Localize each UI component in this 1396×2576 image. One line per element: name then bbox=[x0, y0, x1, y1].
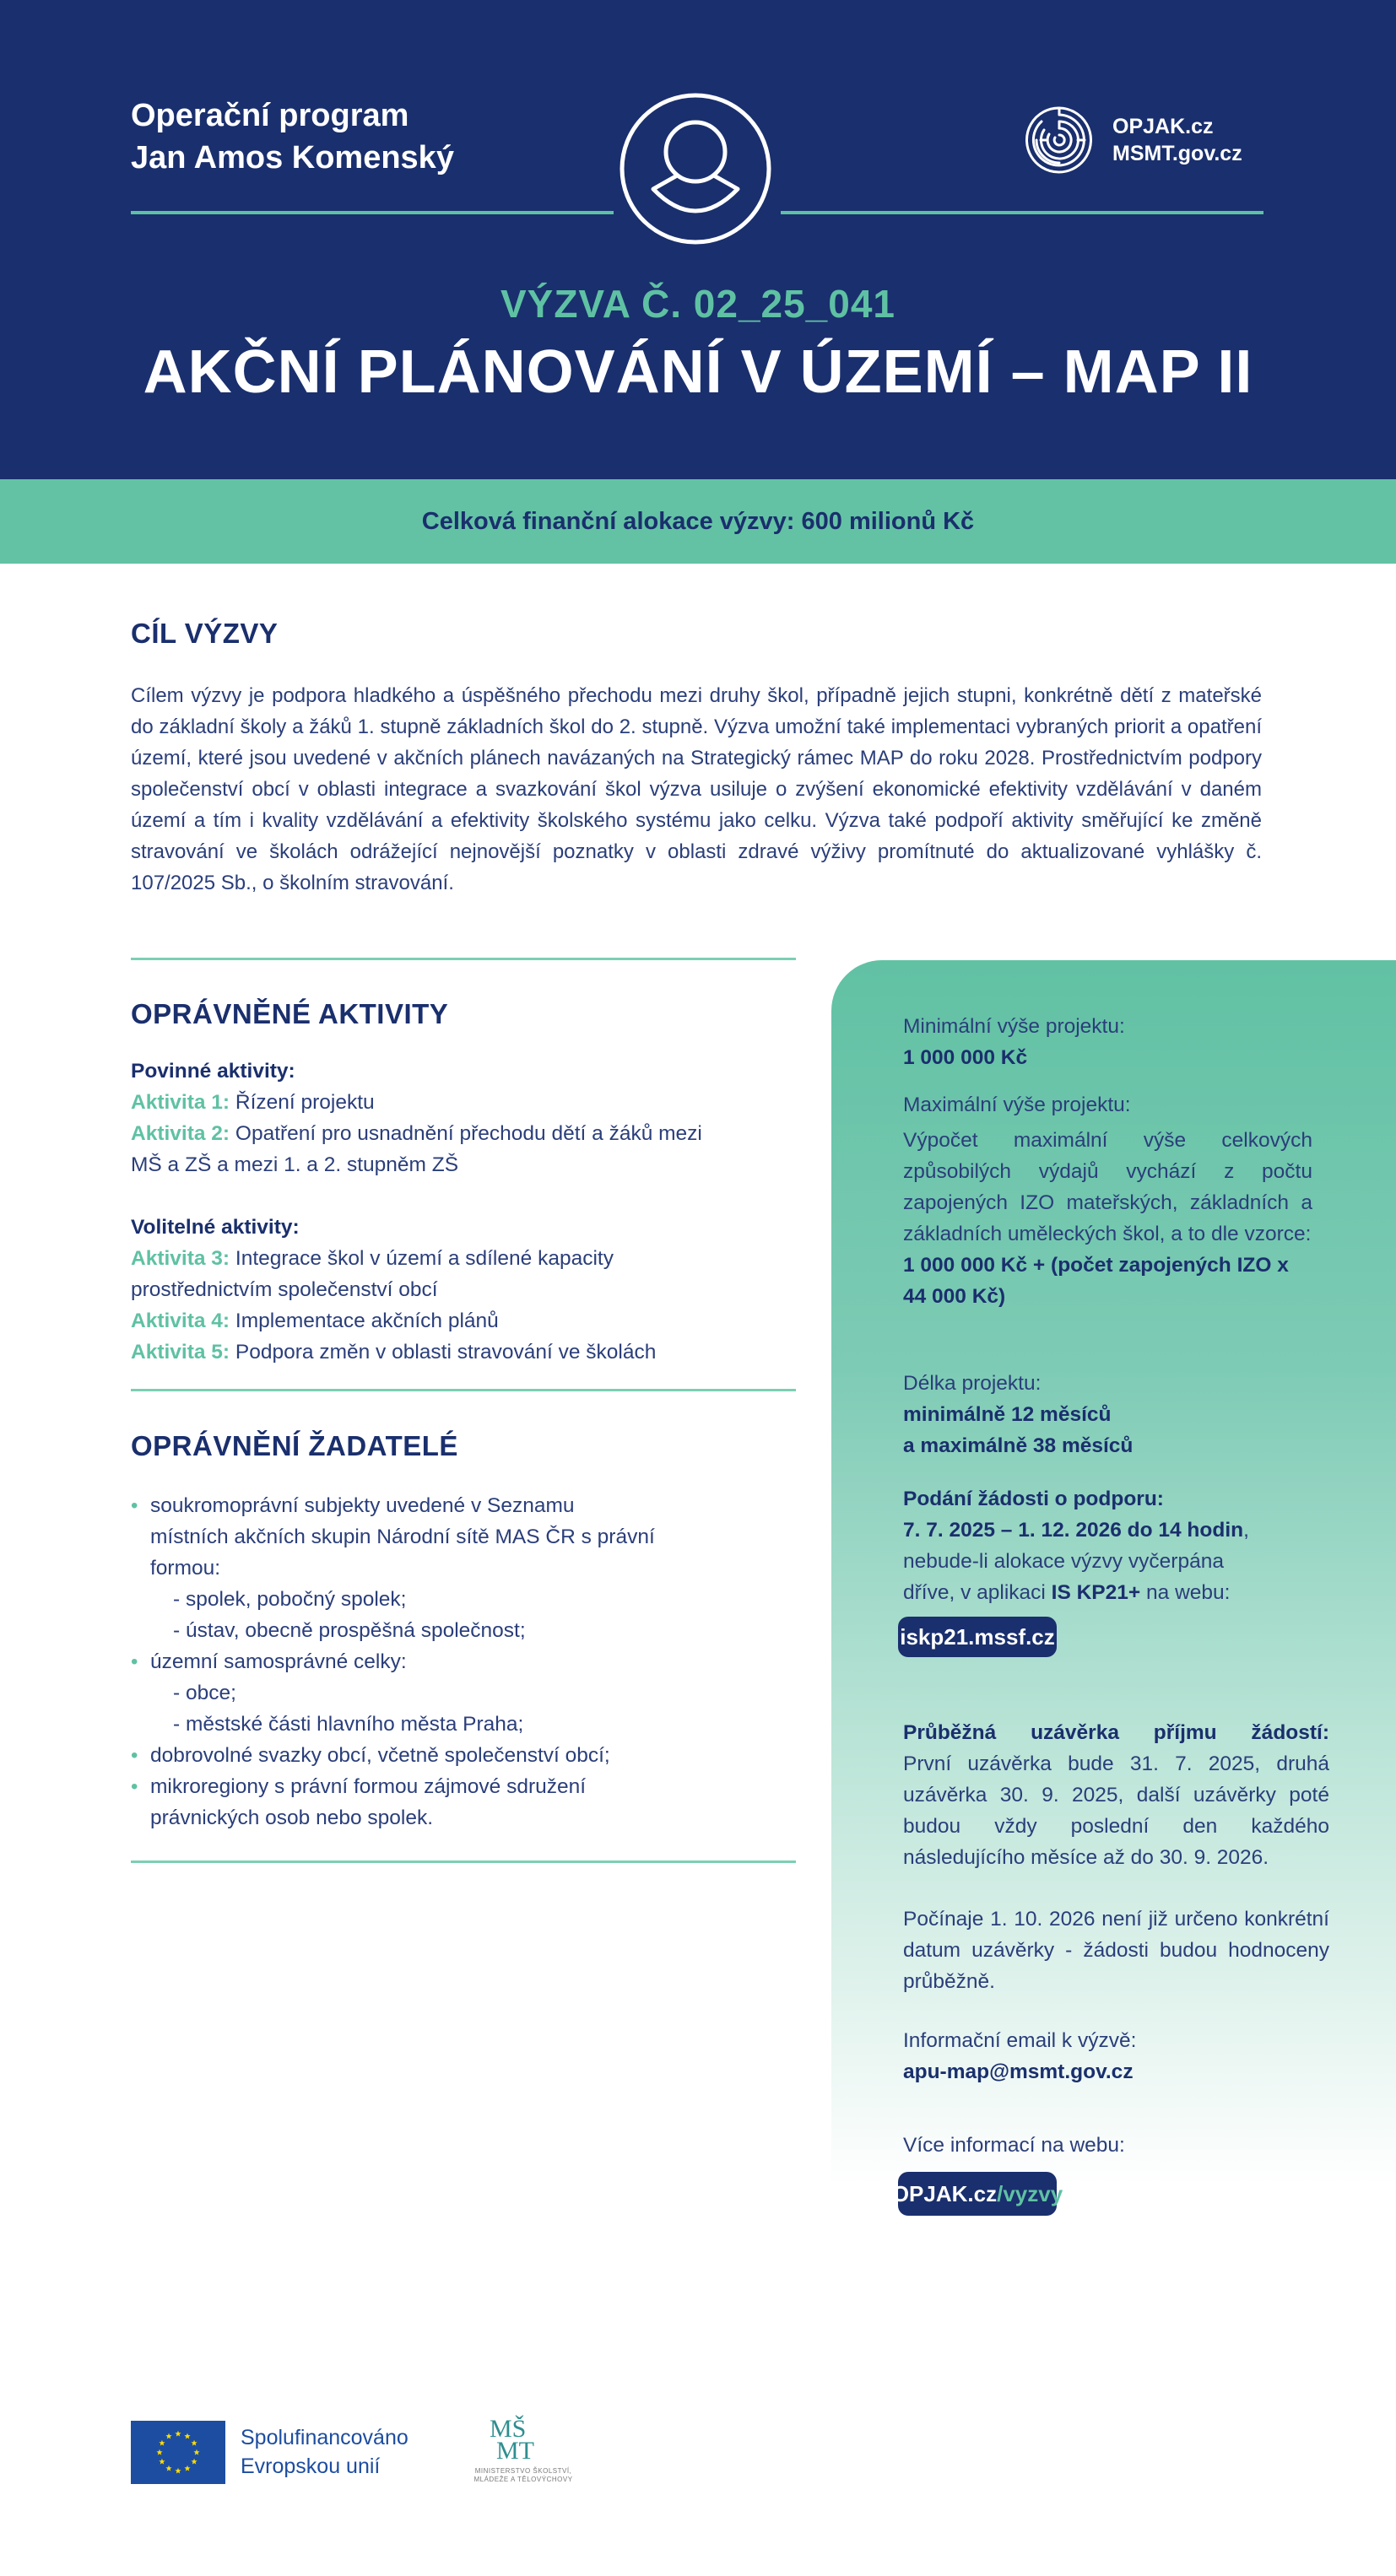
submission-heading: Podání žádosti o podporu: bbox=[903, 1488, 1164, 1510]
web-link-main: OPJAK.cz bbox=[891, 2180, 998, 2206]
eu-cofinanced-text bbox=[241, 2423, 409, 2481]
header-divider-left bbox=[131, 211, 614, 214]
web-link-path: /vyzvy bbox=[997, 2180, 1063, 2206]
deadline-block bbox=[903, 1717, 1329, 1873]
activity-text: Integrace škol v území a sdílené kapacity prostřednictvím společenství obcí bbox=[131, 1247, 614, 1301]
opjak-vyzvy-link-button[interactable] bbox=[891, 2172, 1063, 2216]
submission-app: IS KP21+ bbox=[1051, 1581, 1141, 1604]
submission-text: nebude-li alokace výzvy vyčerpána dříve, v aplikaci bbox=[903, 1550, 1224, 1604]
activity-label: Aktivita 3: bbox=[131, 1247, 230, 1270]
max-amount-block bbox=[903, 1089, 1312, 1312]
msmt-mark-icon: MŠ MT bbox=[490, 2415, 534, 2465]
eu-line-1: Spolufinancováno bbox=[241, 2426, 409, 2449]
activity-item bbox=[131, 1243, 722, 1305]
eu-flag-icon bbox=[131, 2421, 225, 2484]
duration-max: a maximálně 38 měsíců bbox=[903, 1434, 1134, 1457]
call-title: AKČNÍ PLÁNOVÁNÍ V ÚZEMÍ – MAP II bbox=[143, 338, 1253, 406]
applicant-text: • dobrovolné svazky obcí, včetně společenství obcí; bbox=[150, 1744, 610, 1767]
applicant-subitem: - obce; bbox=[173, 1682, 236, 1704]
goal-heading: CÍL VÝZVY bbox=[131, 618, 279, 649]
max-amount-text: Výpočet maximální výše celkových způsobilých výdajů vychází z počtu zapojených IZO mateřských, základních a základních uměleckých škol, a to dle vzorce: bbox=[903, 1129, 1312, 1245]
min-amount-value: 1 000 000 Kč bbox=[903, 1046, 1028, 1069]
min-amount-block bbox=[903, 1011, 1312, 1073]
submission-block bbox=[903, 1483, 1312, 1608]
activity-text: Podpora změn v oblasti stravování ve školách bbox=[235, 1341, 657, 1364]
applicant-item bbox=[131, 1771, 671, 1833]
maze-logo-icon bbox=[1025, 105, 1094, 175]
mandatory-heading: Povinné aktivity: bbox=[131, 1060, 295, 1083]
email-link[interactable]: apu-map@msmt.gov.cz bbox=[903, 2060, 1134, 2083]
program-name bbox=[131, 95, 454, 179]
msmt-caption-line-2: MLÁDEŽE A TĚLOVÝCHOVY bbox=[473, 2476, 573, 2483]
submission-dates: 7. 7. 2025 – 1. 12. 2026 do 14 hodin bbox=[903, 1519, 1244, 1542]
max-amount-formula: 1 000 000 Kč + (počet zapojených IZO x 44 000 Kč) bbox=[903, 1254, 1289, 1308]
iskp21-link-button[interactable]: iskp21.mssf.cz bbox=[898, 1617, 1057, 1657]
web-block bbox=[903, 2130, 1312, 2161]
activity-label: Aktivita 2: bbox=[131, 1122, 230, 1145]
msmt-link[interactable]: MSMT.gov.cz bbox=[1112, 142, 1242, 165]
msmt-logo bbox=[456, 2415, 591, 2486]
goal-text: Cílem výzvy je podpora hladkého a úspěšného přechodu mezi druhy škol, případně jejich stupni, konkrétně dětí z mateřské do základní školy a žáků 1. stupně základních škol do 2. stupně. Výzva umožní také implementaci vybraných priorit a opatření území, které jsou uvedené v akčních plánech navázaných na Strategický rámec MAP do roku 2028. Prostřednictvím podpory společenství obcí v oblasti integrace a svazkování škol výzva usiluje o zvýšení ekonomické efektivity vzdělávání v daném území a tím i kvality vzdělávání a efektivity školského systému jako celku. Výzva také podpoří aktivity směřující ke změně stravování ve školách odrážející nejnovější poznatky v oblasti zdravé výživy promítnuté do aktualizované vyhlášky č. 107/2025 Sb., o školním stravování. bbox=[131, 684, 1262, 894]
brand-links bbox=[1112, 113, 1242, 167]
applicant-item bbox=[131, 1646, 671, 1740]
section-divider bbox=[131, 1389, 796, 1391]
applicants-list bbox=[131, 1490, 671, 1833]
msmt-caption-line-1: MINISTERSTVO ŠKOLSTVÍ, bbox=[474, 2467, 572, 2475]
activities-list bbox=[131, 1056, 796, 1368]
activity-item bbox=[131, 1087, 796, 1118]
min-amount-label: Minimální výše projektu: bbox=[903, 1015, 1125, 1038]
submission-text-end: na webu: bbox=[1140, 1581, 1231, 1604]
activity-text: Řízení projektu bbox=[235, 1091, 375, 1114]
applicant-text: • územní samosprávné celky: bbox=[150, 1650, 407, 1673]
opjak-link[interactable]: OPJAK.cz bbox=[1112, 115, 1214, 138]
applicant-text: • mikroregiony s právní formou zájmové sdružení právnických osob nebo spolek. bbox=[150, 1775, 587, 1829]
program-line-1: Operační program bbox=[131, 98, 409, 133]
email-label: Informační email k výzvě: bbox=[903, 2029, 1137, 2052]
call-number: VÝZVA Č. 02_25_041 bbox=[500, 282, 896, 326]
activity-item bbox=[131, 1337, 796, 1368]
optional-heading: Volitelné aktivity: bbox=[131, 1216, 300, 1239]
msmt-caption bbox=[456, 2467, 591, 2484]
applicants-heading: OPRÁVNĚNÍ ŽADATELÉ bbox=[131, 1430, 458, 1461]
deadline-heading: Průběžná uzávěrka příjmu žádostí: bbox=[903, 1721, 1329, 1744]
duration-min: minimálně 12 měsíců bbox=[903, 1403, 1112, 1426]
applicant-item bbox=[131, 1490, 671, 1646]
applicant-item bbox=[131, 1740, 671, 1771]
after-deadline-block bbox=[903, 1904, 1329, 1997]
duration-label: Délka projektu: bbox=[903, 1372, 1042, 1395]
eu-line-2: Evropskou unií bbox=[241, 2454, 381, 2478]
activity-label: Aktivita 5: bbox=[131, 1341, 230, 1364]
program-line-2: Jan Amos Komenský bbox=[131, 140, 454, 176]
deadline-text: První uzávěrka bude 31. 7. 2025, druhá uzávěrka 30. 9. 2025, další uzávěrky poté budou vždy poslední den každého následujícího měsíce až do 30. 9. 2026. bbox=[903, 1752, 1329, 1869]
activity-label: Aktivita 1: bbox=[131, 1091, 230, 1114]
header-banner bbox=[0, 0, 1396, 479]
after-deadline-text: Počínaje 1. 10. 2026 není již určeno konkrétní datum uzávěrky - žádosti budou hodnoceny průběžně. bbox=[903, 1908, 1329, 1993]
brand-block bbox=[1025, 105, 1242, 175]
applicant-subitem: - ústav, obecně prospěšná společnost; bbox=[173, 1619, 526, 1642]
email-block bbox=[903, 2025, 1312, 2087]
activity-label: Aktivita 4: bbox=[131, 1310, 230, 1332]
person-icon bbox=[618, 91, 773, 246]
section-divider bbox=[131, 1860, 796, 1863]
web-label: Více informací na webu: bbox=[903, 2134, 1125, 2157]
max-amount-label: Maximální výše projektu: bbox=[903, 1094, 1131, 1116]
activity-item bbox=[131, 1118, 739, 1180]
applicant-text: • soukromoprávní subjekty uvedené v Seznamu místních akčních skupin Národní sítě MAS ČR s právní formou: bbox=[150, 1494, 655, 1580]
activities-heading: OPRÁVNĚNÉ AKTIVITY bbox=[131, 998, 449, 1029]
header-divider-right bbox=[781, 211, 1263, 214]
applicant-subitem: - městské části hlavního města Praha; bbox=[173, 1713, 524, 1736]
submission-comma: , bbox=[1243, 1519, 1249, 1542]
allocation-bar: Celková finanční alokace výzvy: 600 milionů Kč bbox=[0, 479, 1396, 564]
applicant-subitem: - spolek, pobočný spolek; bbox=[173, 1588, 407, 1611]
section-divider bbox=[131, 958, 796, 960]
duration-block bbox=[903, 1368, 1312, 1461]
activity-text: Implementace akčních plánů bbox=[235, 1310, 499, 1332]
activity-item bbox=[131, 1305, 796, 1337]
activity-text: Opatření pro usnadnění přechodu dětí a žáků mezi MŠ a ZŠ a mezi 1. a 2. stupněm ZŠ bbox=[131, 1122, 702, 1176]
